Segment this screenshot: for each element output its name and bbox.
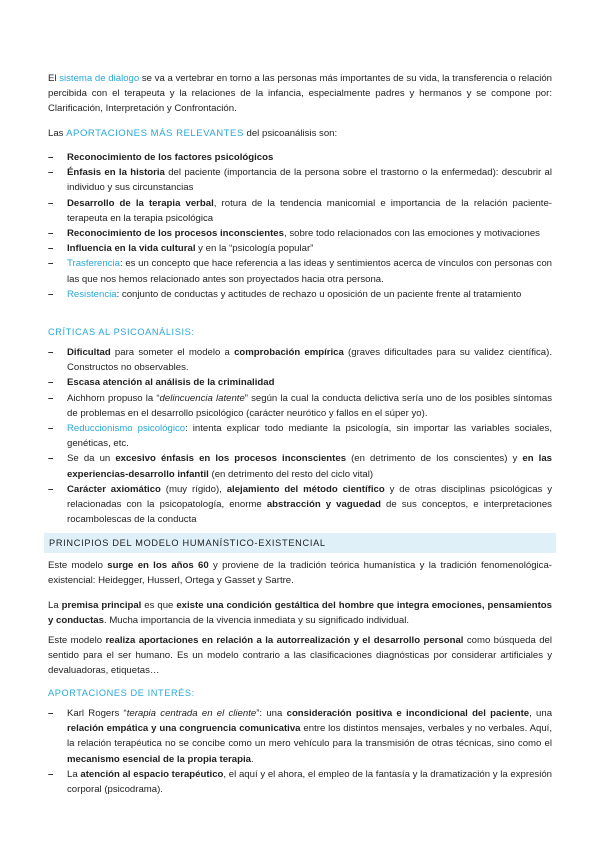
list-item: – Énfasis en la historia del paciente (importancia de la persona sobre el trastorno o la enfermedad): descubrir al individuo y sus circunstancias xyxy=(48,165,552,195)
aportaciones-interes-heading: APORTACIONES DE INTERÉS: xyxy=(48,688,195,698)
list-item: – La atención al espacio terapéutico, el aquí y el ahora, el empleo de la fantasía y la dramatización y la expresión corporal (psicodrama). xyxy=(48,767,552,797)
list-item: – Se da un excesivo énfasis en los procesos inconscientes (en detrimento de los conscientes) y en las experiencias-desarrollo infantil (en detrimento del resto del ciclo vital) xyxy=(48,451,552,481)
section-title-band xyxy=(44,533,556,553)
criticas-heading: CRÍTICAS AL PSICOANÁLISIS: xyxy=(48,327,195,337)
list-item: – Carácter axiomático (muy rígido), alejamiento del método científico y de otras disciplinas psicológicas y relacionadas con la psicopatología, enorme abstracción y vaguedad de sus conceptos, e interpretaciones rocambolescas de la conducta xyxy=(48,482,552,528)
list-item: – Dificultad para someter el modelo a comprobación empírica (graves dificultades para su validez científica). Constructos no observables. xyxy=(48,345,552,375)
sistema-dialogo-term: sistema de dialogo xyxy=(59,73,140,84)
humanistico-paragraph-3: Este modelo realiza aportaciones en relación a la autorrealización y el desarrollo personal como búsqueda del sentido para el ser humano. Es un modelo contrario a las clasificaciones diagnósticas por considerar artificiales y devaluadoras, etiquetas… xyxy=(48,635,553,677)
list-item: – Aichhorn propuso la “delincuencia latente” según la cual la conducta delictiva sería uno de los posibles síntomas de problemas en el desarrollo psicológico (carácter neurótico y fallos en el súper yo). xyxy=(48,391,552,421)
list-item: – Desarrollo de la terapia verbal, rotura de la tendencia manicomial e importancia de la relación paciente-terapeuta en la terapia psicológica xyxy=(48,196,552,226)
aportaciones-list xyxy=(48,150,552,302)
list-item: – Escasa atención al análisis de la criminalidad xyxy=(48,375,552,390)
humanistico-paragraph-1: Este modelo surge en los años 60 y proviene de la tradición teórica humanística y la tradición fenomenológica-existencial: Heidegger, Husserl, Ortega y Gasset y Sartre. xyxy=(48,560,552,587)
aportaciones-heading: APORTACIONES MÁS RELEVANTES xyxy=(66,128,244,139)
intro-paragraph: El sistema de dialogo se va a vertebrar en torno a las personas más importantes de su vida, la transferencia o relación percibida con el terapeuta y la relaciones de la infancia, especialmente padres y hermanos y se compone por: Clarificación, Interpretación y Confrontación. xyxy=(48,73,553,115)
list-item: – Reduccionismo psicológico: intenta explicar todo mediante la psicología, sin importar las variables sociales, genéticas, etc. xyxy=(48,421,552,451)
criticas-list xyxy=(48,345,552,527)
aportaciones-intro: Las APORTACIONES MÁS RELEVANTES del psicoanálisis son: xyxy=(48,128,338,139)
section-title: PRINCIPIOS DEL MODELO HUMANÍSTICO-EXISTENCIAL xyxy=(49,538,326,548)
list-item: – Influencia en la vida cultural y en la “psicología popular” xyxy=(48,241,552,256)
humanistico-paragraph-2: La premisa principal es que existe una condición gestáltica del hombre que integra emociones, pensamientos y conductas. Mucha importancia de la vivencia inmediata y su significado individual. xyxy=(48,600,553,627)
list-item: – Resistencia: conjunto de conductas y actitudes de rechazo u oposición de un paciente frente al tratamiento xyxy=(48,287,552,302)
list-item: – Trasferencia: es un concepto que hace referencia a las ideas y sentimientos acerca de vínculos con personas con las que nos hemos relacionado antes son proyectados hacia otra persona. xyxy=(48,256,552,286)
list-item: – Reconocimiento de los procesos inconscientes, sobre todo relacionados con las emociones y motivaciones xyxy=(48,226,552,241)
list-item: – Reconocimiento de los factores psicológicos xyxy=(48,150,552,165)
list-item: – Karl Rogers “terapia centrada en el cliente”: una consideración positiva e incondicional del paciente, una relación empática y una congruencia comunicativa entre los distintos mensajes, verbales y no verbales. Aquí, la relación terapéutica no se concibe como un mero vehículo para la transmisión de otras técnicas, sino como el mecanismo esencial de la propia terapia. xyxy=(48,706,552,767)
aportaciones-interes-list xyxy=(48,706,552,797)
